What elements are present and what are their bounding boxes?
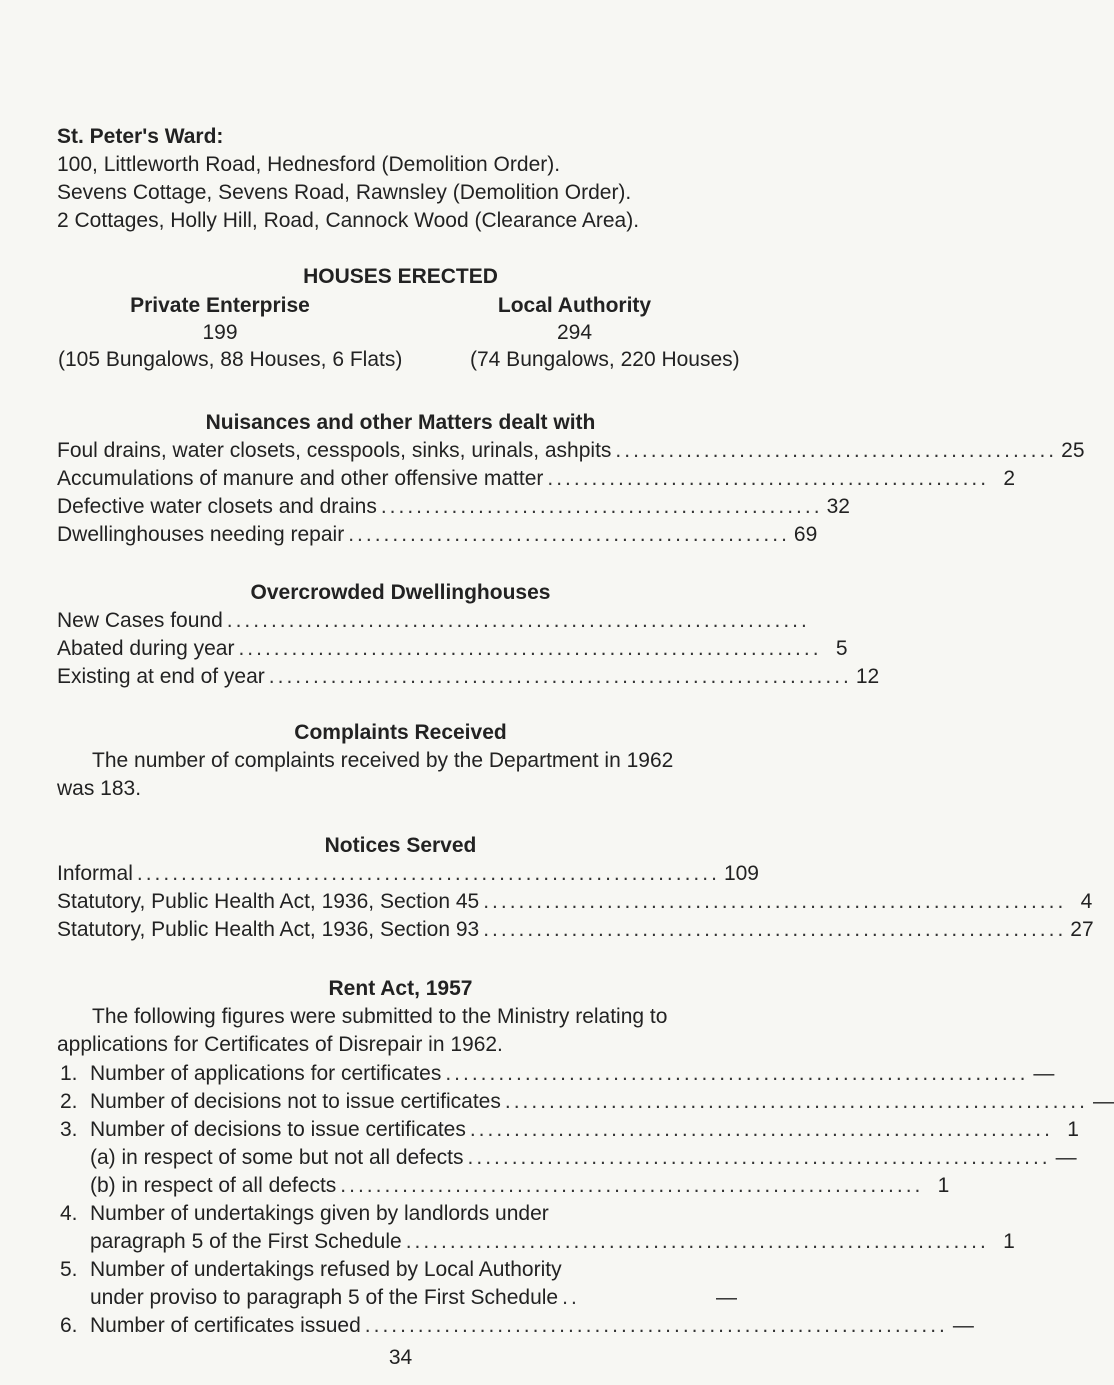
overcrowded-row xyxy=(57,664,880,690)
notice-row xyxy=(57,861,759,887)
rent-item-number: 6. xyxy=(60,1314,78,1337)
leader-dots: .................................................................. xyxy=(226,609,810,632)
leader-dots: .................................................................. xyxy=(405,1230,989,1253)
nuisance-label: Accumulations of manure and other offensive matter xyxy=(57,467,544,490)
rent-item-value: — xyxy=(1033,1062,1055,1085)
leader-dots: .................................................................. xyxy=(364,1314,948,1337)
leader-dots: .................................................................. xyxy=(467,1146,1051,1169)
rent-item xyxy=(60,1061,1055,1087)
rent-heading: Rent Act, 1957 xyxy=(328,977,473,1000)
overcrowded-heading: Overcrowded Dwellinghouses xyxy=(250,581,551,604)
rent-item-label xyxy=(60,1061,441,1087)
nuisance-value: 32 xyxy=(826,495,850,518)
leader-dots: .................................................................. xyxy=(504,1090,1088,1113)
rent-item-number: 3. xyxy=(60,1118,78,1141)
notice-value: 109 xyxy=(723,862,759,885)
rent-intro-1: The following figures were submitted to the Ministry relating to xyxy=(92,1005,668,1028)
rent-item-value: 1 xyxy=(1067,1118,1079,1141)
rent-item-number: 4. xyxy=(60,1202,78,1225)
page-number: 34 xyxy=(388,1346,413,1369)
notices-heading: Notices Served xyxy=(324,834,477,857)
overcrowded-value: 5 xyxy=(835,637,848,660)
rent-item-label: (b) in respect of all defects xyxy=(90,1174,337,1197)
leader-dots: .................................................................. xyxy=(445,1062,1029,1085)
rent-item-value: — xyxy=(1092,1090,1114,1113)
complaints-heading: Complaints Received xyxy=(294,721,507,744)
notice-label: Informal xyxy=(57,862,133,885)
rent-item-number: 1. xyxy=(60,1062,78,1085)
ward-heading: St. Peter's Ward: xyxy=(57,125,224,148)
leader-dots: .................................................. xyxy=(348,523,790,546)
leader-dots: .. xyxy=(562,1286,580,1309)
rent-item-text: Number of decisions not to issue certificates xyxy=(90,1090,501,1113)
rent-item-label xyxy=(60,1201,549,1227)
nuisance-label: Dwellinghouses needing repair xyxy=(57,523,345,546)
leader-dots: .................................................. xyxy=(547,467,990,490)
overcrowded-label: Abated during year xyxy=(57,637,235,660)
nuisance-row xyxy=(57,438,1085,464)
rent-item xyxy=(90,1285,737,1311)
rent-item-label: (a) in respect of some but not all defects xyxy=(90,1146,464,1169)
notice-row xyxy=(57,889,1093,915)
ward-line-3: 2 Cottages, Holly Hill, Road, Cannock Wood (Clearance Area). xyxy=(57,209,640,232)
rent-item xyxy=(90,1145,1077,1171)
private-detail: (105 Bungalows, 88 Houses, 6 Flats) xyxy=(58,348,403,371)
leader-dots: .................................................................. xyxy=(268,665,852,688)
nuisance-row xyxy=(57,466,1016,492)
leader-dots: .................................................................. xyxy=(469,1118,1053,1141)
rent-item-value: — xyxy=(1055,1146,1077,1169)
complaints-line-2: was 183. xyxy=(57,777,142,800)
rent-item-label xyxy=(60,1313,361,1339)
local-label: Local Authority xyxy=(497,294,652,317)
nuisance-label: Foul drains, water closets, cesspools, sinks, urinals, ashpits xyxy=(57,439,612,462)
rent-item xyxy=(60,1313,974,1339)
private-value: 199 xyxy=(202,321,238,344)
rent-item-text: Number of applications for certificates xyxy=(90,1062,442,1085)
rent-item-value: 1 xyxy=(1003,1230,1015,1253)
overcrowded-value: 12 xyxy=(855,665,880,688)
nuisance-row xyxy=(57,522,818,548)
rent-item xyxy=(90,1173,950,1199)
notice-label: Statutory, Public Health Act, 1936, Section 45 xyxy=(57,890,480,913)
notice-label: Statutory, Public Health Act, 1936, Section 93 xyxy=(57,918,480,941)
rent-item xyxy=(60,1089,1114,1115)
rent-item-value: — xyxy=(952,1314,974,1337)
leader-dots: .................................................................. xyxy=(238,637,822,660)
rent-item-number: 2. xyxy=(60,1090,78,1113)
leader-dots: .................................................................. xyxy=(340,1174,924,1197)
local-detail: (74 Bungalows, 220 Houses) xyxy=(470,348,740,371)
rent-item-text: Number of undertakings refused by Local Authority xyxy=(90,1258,562,1281)
rent-item-text: Number of decisions to issue certificates xyxy=(90,1118,466,1141)
rent-item-label xyxy=(60,1089,501,1115)
houses-heading: HOUSES ERECTED xyxy=(303,265,498,288)
nuisance-row xyxy=(57,494,850,520)
rent-item-label: paragraph 5 of the First Schedule xyxy=(90,1230,402,1253)
rent-item-label: under proviso to paragraph 5 of the First Schedule xyxy=(90,1286,559,1309)
rent-item-number: 5. xyxy=(60,1258,78,1281)
nuisance-label: Defective water closets and drains xyxy=(57,495,377,518)
leader-dots: .................................................................. xyxy=(483,918,1067,941)
overcrowded-row xyxy=(57,608,810,634)
nuisances-heading: Nuisances and other Matters dealt with xyxy=(205,411,596,434)
overcrowded-row xyxy=(57,636,848,662)
local-value: 294 xyxy=(556,321,593,344)
nuisance-value: 69 xyxy=(793,523,818,546)
nuisance-value: 25 xyxy=(1061,439,1085,462)
leader-dots: .................................................. xyxy=(380,495,823,518)
ward-line-1: 100, Littleworth Road, Hednesford (Demolition Order). xyxy=(57,153,561,176)
nuisance-value: 2 xyxy=(1003,467,1016,490)
leader-dots: .................................................................. xyxy=(483,890,1067,913)
ward-line-2: Sevens Cottage, Sevens Road, Rawnsley (Demolition Order). xyxy=(57,181,632,204)
rent-item xyxy=(60,1117,1079,1143)
private-label: Private Enterprise xyxy=(130,294,310,317)
rent-item-value: 1 xyxy=(937,1174,950,1197)
notice-value: 4 xyxy=(1080,890,1093,913)
rent-item xyxy=(90,1229,1015,1255)
rent-item-value: — xyxy=(716,1286,737,1309)
rent-item-text: Number of certificates issued xyxy=(90,1314,361,1337)
rent-item-text: Number of undertakings given by landlords under xyxy=(90,1202,549,1225)
notice-row xyxy=(57,917,1094,943)
notice-value: 27 xyxy=(1070,918,1094,941)
leader-dots: .................................................. xyxy=(615,439,1058,462)
complaints-line-1: The number of complaints received by the Department in 1962 xyxy=(92,749,674,772)
rent-item-label xyxy=(60,1117,466,1143)
rent-item-label xyxy=(60,1257,562,1283)
rent-intro-2: applications for Certificates of Disrepair in 1962. xyxy=(57,1033,503,1056)
overcrowded-label: New Cases found xyxy=(57,609,223,632)
leader-dots: .................................................................. xyxy=(136,862,720,885)
overcrowded-label: Existing at end of year xyxy=(57,665,265,688)
